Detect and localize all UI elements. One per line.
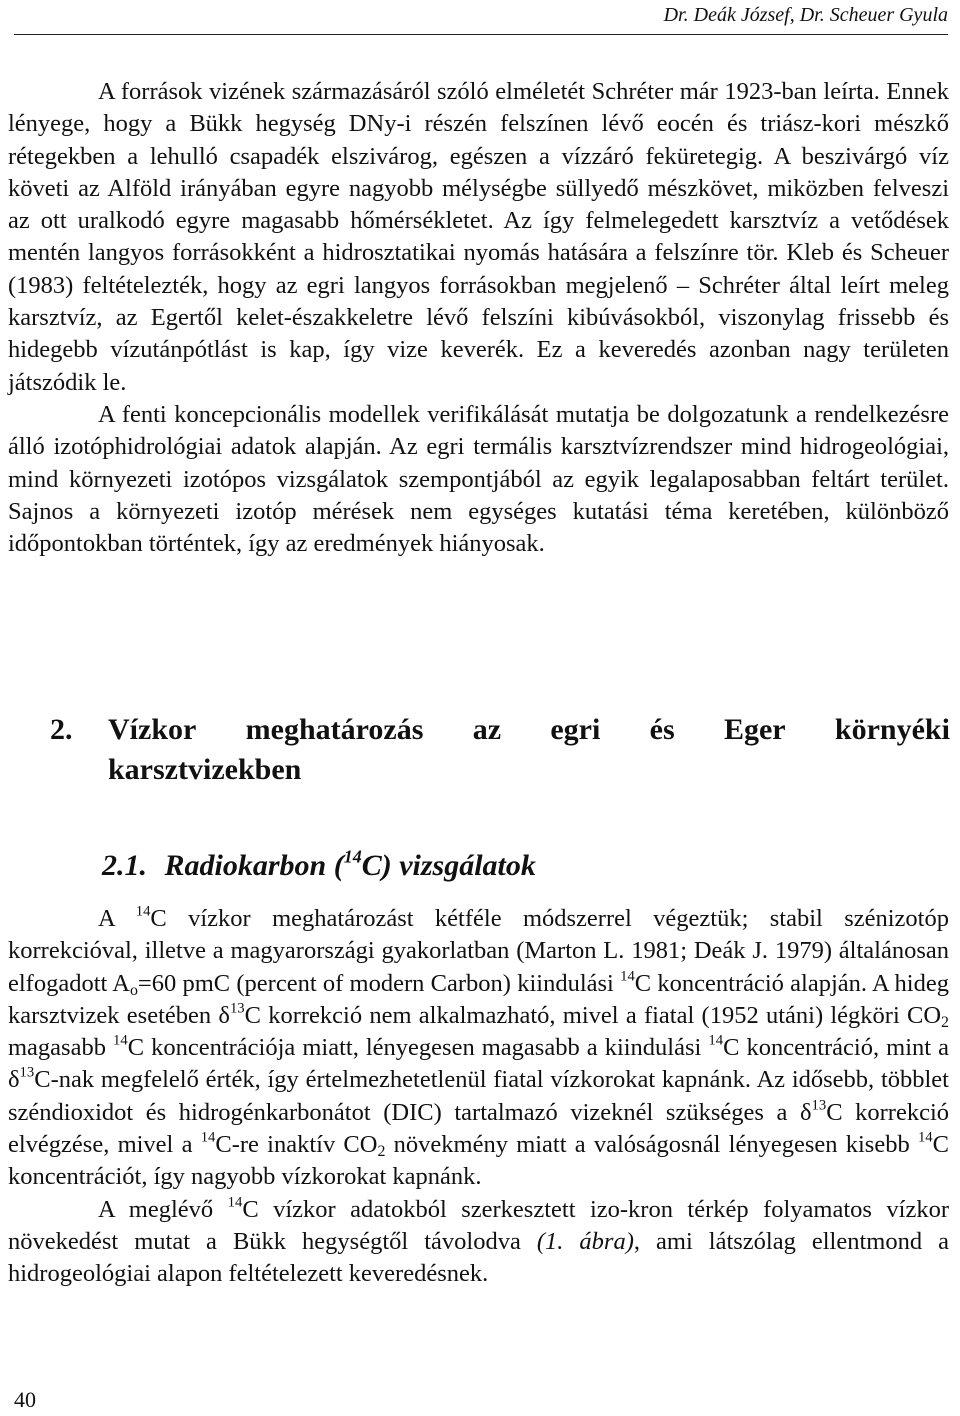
paragraph-radiocarbon-method: A $^{14}$C vízkor meghatározást kétféle módszerrel végeztük; stabil szénizotóp korrekcióval, illetve a magyarországi gyakorlatban (Marton L. 1981; Deák J. 1979) általánosan elfogadott $A_o=60$ pmC (percent of modern Carbon) kiindulási $^{14}$C koncentráció alapján. A hideg karsztvizek esetében $\delta^{13}C$ korrekció nem alkalmazható, mivel a fiatal (1952 utáni) légköri $CO_2$ magasabb $^{14}$C koncentrációja miatt, lényegesen magasabb a kiindulási $^{14}$C koncentráció, mint a $\delta^{13}C$-nak megfelelő érték, így értelmezhetetlenül fiatal vízkorokat kapnánk. Az idősebb, többlet széndioxidot és hidrogénkarbonátot (DIC) tartalmazó vizeknél szükséges a $\delta^{13}C$ korrekció elvégzése, mivel a $^{14}$C-re inaktív $CO_2$ növekmény miatt a valóságosnál lényegesen kisebb $^{14}$C koncentrációt, így nagyobb vízkorokat kapnánk.	[8, 903, 949, 1191]
section-title-word: Eger	[723, 713, 786, 746]
header-rule	[14, 34, 948, 35]
section-title-line1	[108, 710, 950, 750]
paragraph-isochron-map: A meglévő $^{14}$C vízkor adatokból szerkesztett izo-kron térkép folyamatos vízkor növekedést mutat a Bükk hegységtől távolodva (1. ábra), ami látszólag ellentmond a hidrogeológiai alapon feltételezett keveredésnek.	[8, 1194, 950, 1288]
page-number: 40	[14, 1387, 36, 1412]
paragraph-schreter-theory: A források vizének származásáról szóló elméletét Schréter már 1923-ban leírta. Ennek lényege, hogy a Bükk hegység DNy-i részén felszínen lévő eocén és triász-kori mészkő rétegekben a lehulló csapadék elszivárog, egészen a vízzáró feküretegig. A beszivárgó víz követi az Alföld irányában egyre nagyobb mélységbe süllyedő mészkövet, miközben felveszi az ott uralkodó egyre magasabb hőmérsékletet. Az így felmelegedett karsztvíz a vetődések mentén langyos forrásokként a hidrosztatikai nyomás hatására a felszínre tör. Kleb és Scheuer (1983) feltételezték, hogy az egri langyos forrásokban megjelenő – Schréter által leírt meleg karsztvíz, az Egertől kelet-északkeletre lévő felszíni kibúvásokból, viszonylag frissebb és hidegebb vízutánpótlást is kap, így vize keverék. Ez a keveredés azonban nagy területen játszódik le.	[8, 78, 949, 396]
radiocarbon-paragraphs	[8, 903, 949, 1291]
section-title-line2: karsztvizekben	[108, 753, 302, 786]
running-head: Dr. Deák József, Dr. Scheuer Gyula	[663, 4, 948, 26]
paragraph-conceptual-models: A fenti koncepcionális modellek verifikálását mutatja be dolgozatunk a rendelkezésre álló izotóphidrológiai adatok alapján. Az egri termális karsztvízrendszer mind hidrogeológiai, mind környezeti izotópos vizsgálatok szempontjából az egyik legalaposabban feltárt terület. Sajnos a környezeti izotóp mérések nem egységes kutatási téma keretében, különböző időpontokban történtek, így az eredmények hiányosak.	[8, 400, 949, 558]
section-title-word: és	[649, 713, 675, 746]
section-title-word: egri	[550, 713, 601, 746]
subsection-heading	[102, 846, 536, 886]
section-title	[108, 710, 950, 790]
section-title-word: meghatározás	[245, 713, 424, 746]
section-heading	[50, 710, 950, 790]
intro-paragraphs	[8, 76, 949, 560]
figure-reference: (1. ábra)	[536, 1227, 634, 1255]
subsection-title: Radiokarbon ($^{14}$C) vizsgálatok	[164, 846, 536, 882]
section-title-word: környéki	[834, 713, 950, 746]
section-title-word: Vízkor	[108, 713, 197, 746]
section-number: 2.	[50, 713, 73, 746]
subsection-number: 2.1.	[102, 849, 147, 882]
section-title-word: az	[472, 713, 502, 746]
